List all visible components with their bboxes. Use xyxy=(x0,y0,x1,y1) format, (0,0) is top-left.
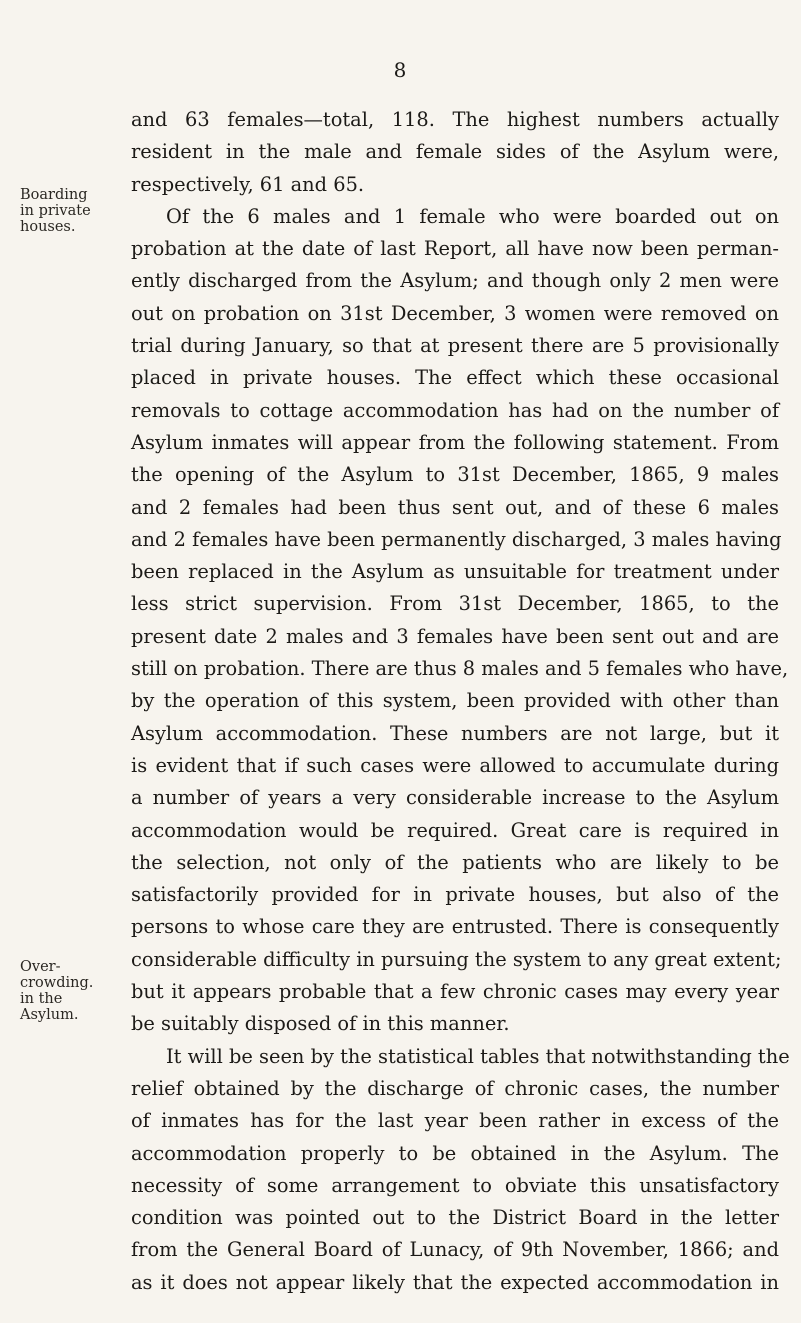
text-line: and 63 females—total, 118. The highest numbers actually xyxy=(131,108,779,131)
text-line: present date 2 males and 3 females have been sent out and are xyxy=(131,624,779,648)
text-line: still on probation. There are thus 8 males and 5 females who have, xyxy=(131,657,789,681)
text-line: out on probation on 31st December, 3 women were removed on xyxy=(131,301,779,325)
text-line: the selection, not only of the patients who are likely to be xyxy=(131,850,779,874)
margin-note-line: Over- xyxy=(20,959,61,975)
text-line: probation at the date of last Report, all have now been perman- xyxy=(131,237,779,261)
text-line: respectively, 61 and 65. xyxy=(131,172,365,196)
text-line: condition was pointed out to the District Board in the letter xyxy=(131,1206,779,1230)
margin-note-line: in the xyxy=(20,991,63,1007)
text-line: relief obtained by the discharge of chronic cases, the number xyxy=(131,1076,779,1100)
text-line: satisfactorily provided for in private houses, but also of the xyxy=(131,883,779,907)
text-line: considerable difficulty in pursuing the system to any great extent; xyxy=(131,947,782,971)
margin-note-line: Boarding xyxy=(20,187,88,203)
text-line: by the operation of this system, been provided with other than xyxy=(131,689,779,713)
text-line: a number of years a very considerable increase to the Asylum xyxy=(131,786,779,810)
text-line: from the General Board of Lunacy, of 9th November, 1866; and xyxy=(131,1238,779,1262)
text-line: persons to whose care they are entrusted. There is consequently xyxy=(131,915,779,939)
body-text xyxy=(131,104,790,1299)
text-line: the opening of the Asylum to 31st December, 1865, 9 males xyxy=(131,463,779,487)
text-line: Asylum accommodation. These numbers are not large, but it xyxy=(131,721,779,745)
text-line: and 2 females have been permanently discharged, 3 males having xyxy=(131,527,782,551)
text-line: Of the 6 males and 1 female who were boarded out on xyxy=(166,204,779,228)
text-line: Asylum inmates will appear from the following statement. From xyxy=(131,430,779,454)
page-number: 8 xyxy=(393,58,408,82)
margin-note-boarding xyxy=(20,187,98,235)
text-line: trial during January, so that at present there are 5 provisionally xyxy=(131,334,779,358)
text-line: placed in private houses. The effect which these occasional xyxy=(131,366,779,390)
text-line: is evident that if such cases were allowed to accumulate during xyxy=(131,753,779,777)
text-line: less strict supervision. From 31st December, 1865, to the xyxy=(131,592,779,616)
text-line: It will be seen by the statistical tables that notwithstanding the xyxy=(166,1044,790,1068)
text-line: as it does not appear likely that the expected accommodation in xyxy=(131,1270,779,1294)
margin-note-line: houses. xyxy=(20,219,76,235)
text-line: been replaced in the Asylum as unsuitable for treatment under xyxy=(131,560,779,584)
text-line: removals to cottage accommodation has had on the number of xyxy=(131,398,779,422)
margin-note-line: in private xyxy=(20,203,91,219)
text-line: but it appears probable that a few chronic cases may every year xyxy=(131,980,779,1004)
margin-note-line: Asylum. xyxy=(20,1007,79,1023)
text-line: resident in the male and female sides of the Asylum were, xyxy=(131,140,779,164)
text-line: necessity of some arrangement to obviate this unsatisfactory xyxy=(131,1173,779,1197)
text-line: be suitably disposed of in this manner. xyxy=(131,1012,510,1036)
text-line: ently discharged from the Asylum; and though only 2 men were xyxy=(131,269,779,293)
margin-note-overcrowding xyxy=(20,959,98,1023)
text-line: and 2 females had been thus sent out, and of these 6 males xyxy=(131,495,779,519)
margin-note-line: crowding. xyxy=(20,975,94,991)
text-line: accommodation would be required. Great care is required in xyxy=(131,818,779,842)
text-line: accommodation properly to be obtained in the Asylum. The xyxy=(131,1141,779,1165)
text-line: of inmates has for the last year been rather in excess of the xyxy=(131,1109,779,1133)
